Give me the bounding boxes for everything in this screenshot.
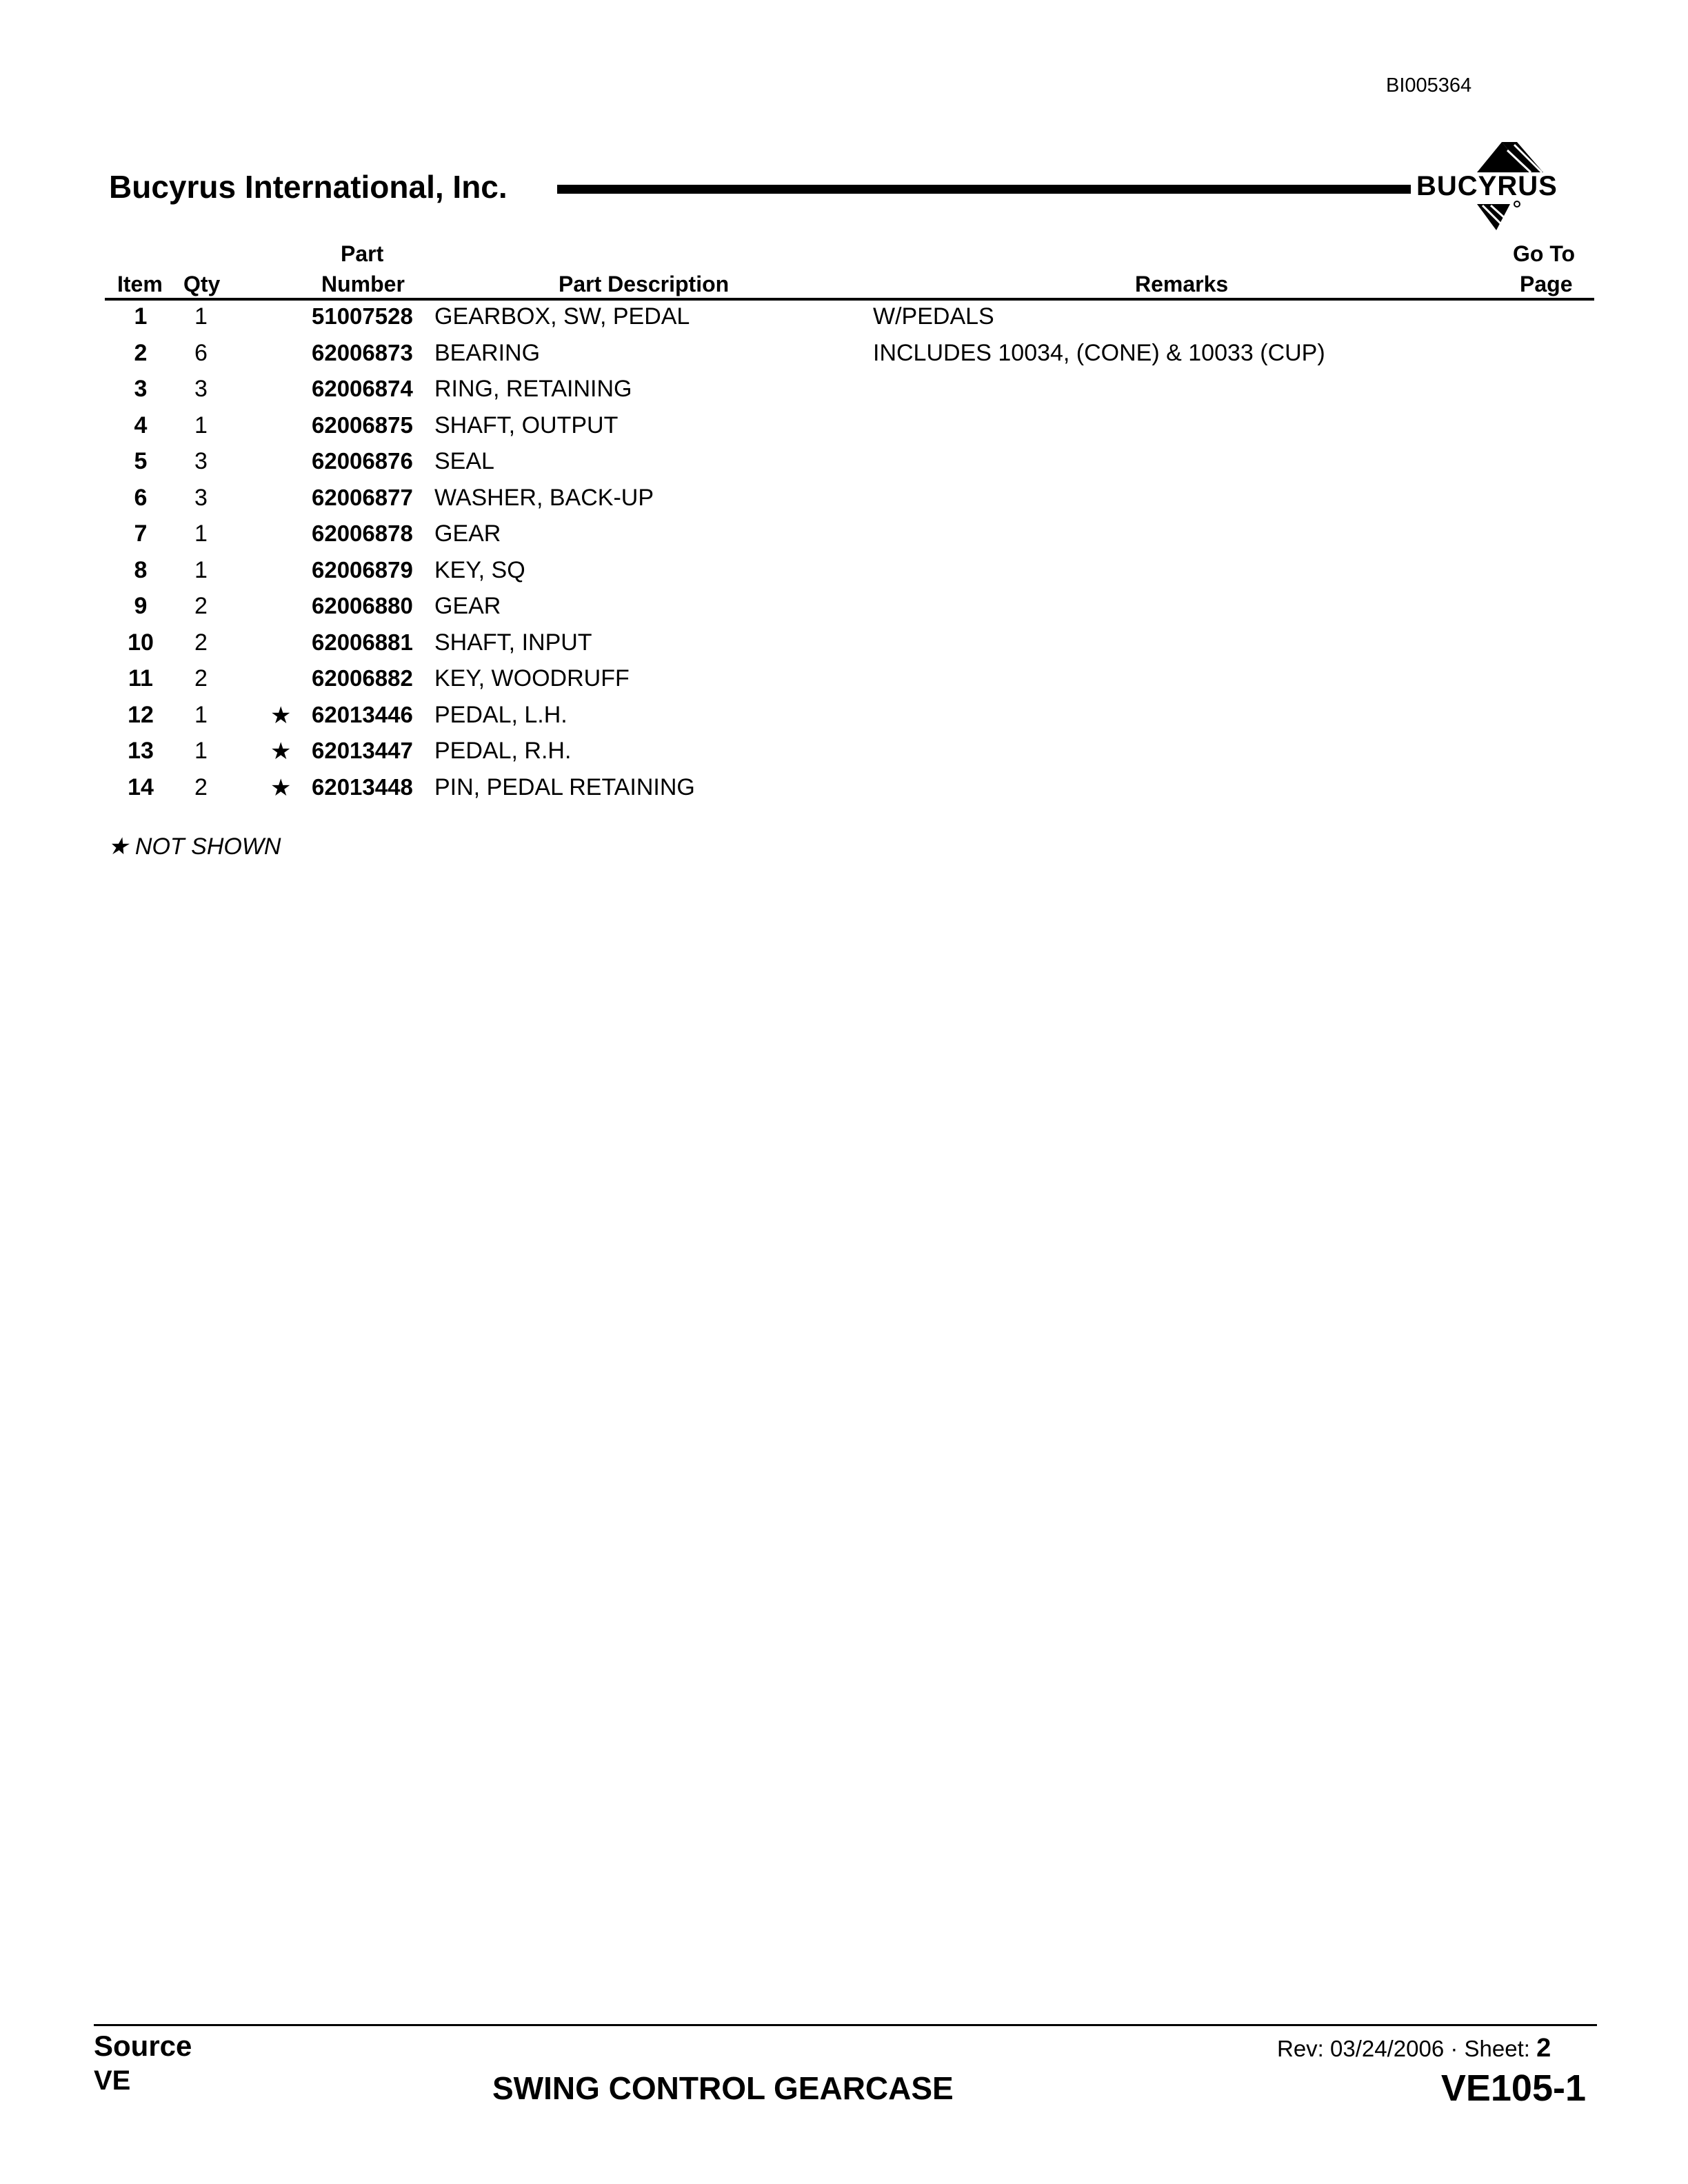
part-number: 62006874 (312, 376, 413, 401)
item-number: 13 (128, 738, 154, 764)
item-number: 10 (128, 629, 154, 656)
quantity: 2 (194, 774, 208, 800)
part-description: SHAFT, INPUT (434, 629, 592, 656)
part-number: 62006876 (312, 448, 413, 474)
table-row (0, 518, 1688, 554)
source-label: Source (94, 2030, 192, 2062)
table-row (0, 482, 1688, 518)
not-shown-star-icon: ★ (270, 774, 292, 801)
company-name: Bucyrus International, Inc. (109, 169, 508, 205)
item-number: 6 (134, 484, 148, 511)
remarks: W/PEDALS (873, 303, 994, 330)
not-shown-star-icon: ★ (270, 738, 292, 765)
not-shown-star-icon: ★ (270, 702, 292, 729)
remarks: INCLUDES 10034, (CONE) & 10033 (CUP) (873, 339, 1325, 366)
part-description: KEY, SQ (434, 556, 525, 583)
part-number: 62006878 (312, 520, 413, 546)
sheet-number: 2 (1536, 2034, 1551, 2063)
quantity: 1 (194, 520, 208, 547)
part-number: 62013446 (312, 701, 413, 727)
revision-info (1277, 2034, 1551, 2063)
item-number: 9 (134, 593, 148, 619)
part-description: GEAR (434, 593, 501, 619)
quantity: 2 (194, 593, 208, 619)
quantity: 1 (194, 738, 208, 764)
quantity: 2 (194, 629, 208, 656)
table-row (0, 735, 1688, 771)
quantity: 1 (194, 303, 208, 330)
part-description: SHAFT, OUTPUT (434, 412, 619, 438)
page-code: VE105-1 (1440, 2067, 1586, 2109)
item-number: 4 (134, 412, 148, 438)
part-number: 62006879 (312, 556, 413, 583)
header-part-line2: Number (321, 272, 405, 296)
part-number: 62006880 (312, 593, 413, 618)
table-row (0, 663, 1688, 699)
item-number: 11 (128, 665, 153, 691)
header-qty: Qty (183, 272, 221, 296)
part-number: 62006881 (312, 629, 413, 655)
quantity: 1 (194, 556, 208, 583)
part-number: 62006875 (312, 412, 413, 438)
part-description: PEDAL, R.H. (434, 738, 572, 764)
page-title: SWING CONTROL GEARCASE (492, 2070, 954, 2106)
header-part-line1: Part (341, 241, 384, 266)
part-description: GEARBOX, SW, PEDAL (434, 303, 690, 330)
logo-text: BUCYRUS (1416, 171, 1558, 201)
quantity: 3 (194, 376, 208, 402)
table-row (0, 699, 1688, 736)
parts-table (0, 301, 1688, 807)
part-description: RING, RETAINING (434, 376, 632, 402)
table-row (0, 445, 1688, 482)
quantity: 3 (194, 484, 208, 511)
table-row (0, 373, 1688, 410)
bucyrus-logo (1414, 135, 1594, 239)
item-number: 2 (134, 339, 148, 366)
quantity: 1 (194, 701, 208, 728)
not-shown-legend: ★ NOT SHOWN (108, 833, 281, 860)
item-number: 8 (134, 556, 148, 583)
source-value: VE (94, 2065, 131, 2096)
revision-text: Rev: 03/24/2006 · Sheet: (1277, 2036, 1537, 2061)
header-item: Item (117, 272, 163, 296)
header-goto-line1: Go To (1513, 241, 1576, 266)
item-number: 1 (134, 303, 148, 330)
quantity: 2 (194, 665, 208, 691)
item-number: 14 (128, 774, 154, 800)
part-description: BEARING (434, 339, 541, 366)
part-description: SEAL (434, 448, 494, 474)
quantity: 1 (194, 412, 208, 438)
table-row (0, 301, 1688, 337)
header-goto-line2: Page (1520, 272, 1573, 296)
footer-rule (94, 2024, 1597, 2026)
part-description: GEAR (434, 520, 501, 547)
part-number: 62013447 (312, 738, 413, 763)
quantity: 3 (194, 448, 208, 474)
part-number: 62006873 (312, 339, 413, 365)
part-description: KEY, WOODRUFF (434, 665, 630, 691)
header-description: Part Description (559, 272, 730, 296)
part-number: 62013448 (312, 774, 413, 800)
table-row (0, 771, 1688, 808)
part-description: PIN, PEDAL RETAINING (434, 774, 695, 800)
table-row (0, 410, 1688, 446)
part-number: 51007528 (312, 303, 413, 329)
table-row (0, 627, 1688, 663)
header-remarks: Remarks (1135, 272, 1229, 296)
quantity: 6 (194, 339, 208, 366)
part-description: WASHER, BACK-UP (434, 484, 654, 511)
part-number: 62006877 (312, 484, 413, 510)
table-row (0, 337, 1688, 374)
table-row (0, 554, 1688, 591)
table-row (0, 590, 1688, 627)
item-number: 12 (128, 701, 154, 728)
item-number: 7 (134, 520, 148, 547)
header-rule (557, 185, 1411, 194)
doc-id: BI005364 (1386, 74, 1472, 97)
part-number: 62006882 (312, 665, 413, 691)
item-number: 5 (134, 448, 148, 474)
item-number: 3 (134, 376, 148, 402)
part-description: PEDAL, L.H. (434, 701, 567, 728)
